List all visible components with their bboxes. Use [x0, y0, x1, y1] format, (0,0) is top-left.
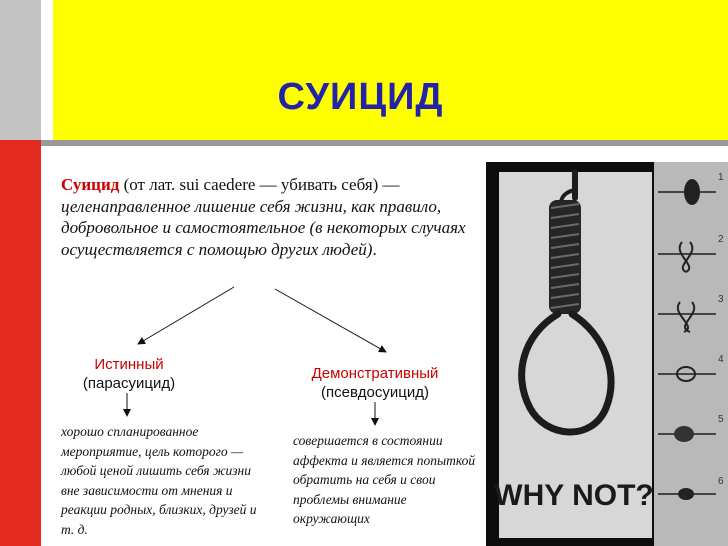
noose-poster [486, 162, 728, 546]
type-demonstrative [290, 364, 460, 402]
definition-end: . [372, 239, 377, 259]
type-true-alt: (парасуицид) [82, 375, 176, 392]
knot-number: 5 [718, 414, 724, 425]
type-true-name: Истинный [94, 356, 164, 373]
knot-number: 3 [718, 294, 724, 305]
knot-number: 2 [718, 234, 724, 245]
knot-number: 1 [718, 172, 724, 183]
title-band [53, 0, 728, 140]
left-gray-block [0, 0, 41, 140]
definition-text [61, 174, 481, 260]
slide-title: СУИЦИД [277, 76, 444, 118]
type-demonstrative-name: Демонстративный [311, 365, 439, 382]
type-demonstrative-alt: (псевдосуицид) [321, 384, 429, 401]
definition-origin: (от лат. sui caedere — убивать себя) — [119, 175, 400, 194]
knot-number: 4 [718, 354, 724, 365]
knot-number: 6 [718, 476, 724, 487]
arrow-to-demonstrative [275, 289, 386, 352]
title-separator [41, 140, 728, 146]
knot-strip [654, 162, 728, 546]
type-demonstrative-description: совершается в состоянии аффекта и является попыткой обратить на себя и свои проблемы внимание окружающих [293, 433, 476, 526]
type-true-description: хорошо спланированное мероприятие, цель которого — любой ценой лишить себя жизни вне зависимости от мнения и реакции родных, близких, друзей и т. д. [61, 424, 257, 537]
definition-body: целенаправленное лишение себя жизни, как правило, добровольное и самостоятельное (в некоторых случаях осуществляется с помощью других людей) [61, 196, 466, 259]
poster-caption: WHY NOT? [494, 479, 654, 512]
arrow-to-true [138, 287, 234, 344]
definition-term: Суицид [61, 175, 120, 194]
type-true [66, 355, 192, 393]
